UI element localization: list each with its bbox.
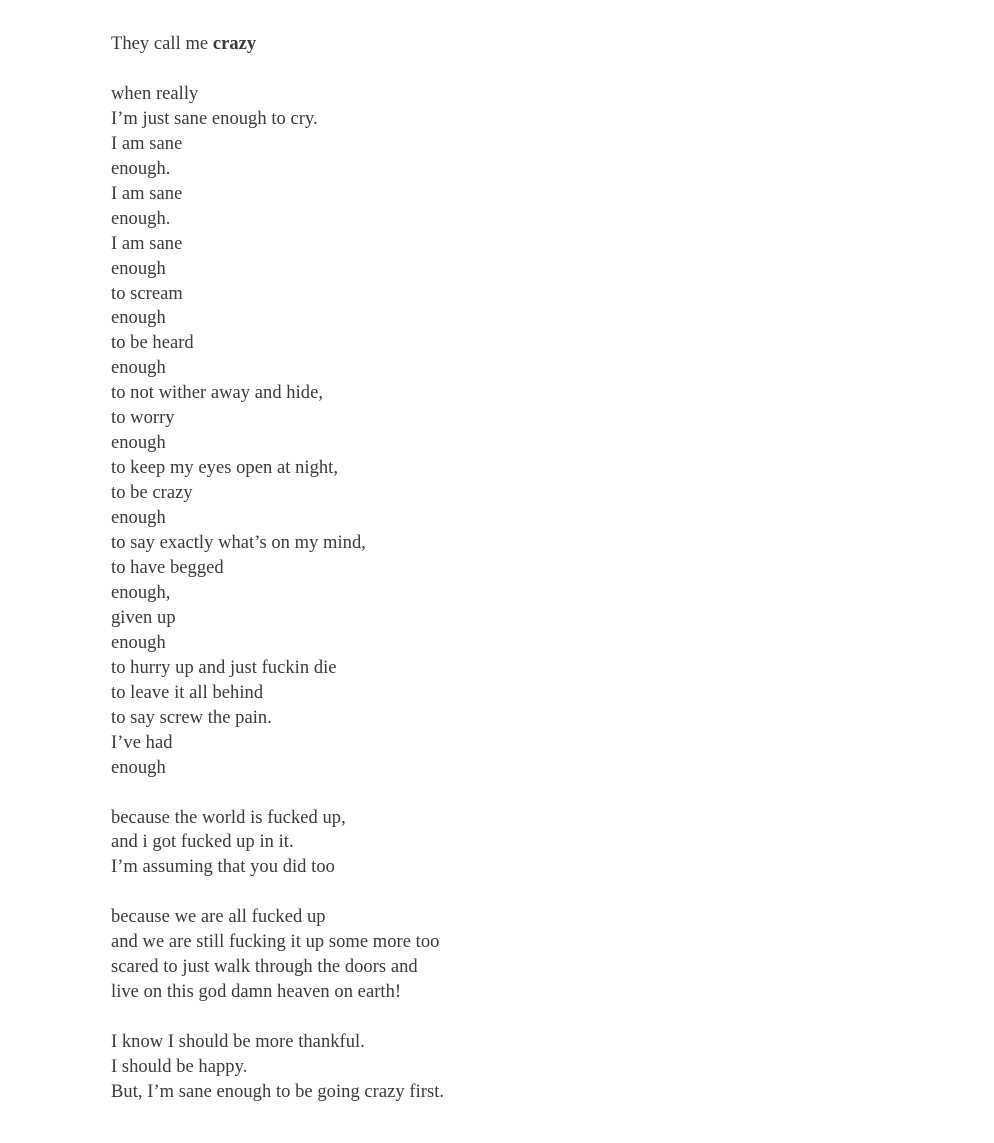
poem-line: to have begged (111, 558, 224, 578)
poem-line: to say screw the pain. (111, 707, 272, 728)
poem-title-emphasis: crazy (212, 34, 257, 54)
poem-line: enough (111, 632, 166, 653)
poem-line: and we are still fucking it up some more too (111, 932, 440, 953)
poem-line: to say exactly what’s on my mind, (111, 533, 366, 554)
poem-line: to be heard (111, 333, 194, 354)
poem-line: to scream (111, 283, 183, 304)
poem-line: because we are all fucked up (111, 907, 326, 928)
poem-line: I’m just sane enough to cry. (111, 108, 318, 129)
poem-line: But, I’m sane enough to be going crazy first. (111, 1081, 445, 1102)
poem-line: enough (111, 358, 166, 379)
poem-line: when really (111, 83, 199, 104)
poem-line: I’ve had (111, 732, 173, 753)
poem-line: given up (111, 607, 176, 628)
poem-line: enough. (111, 158, 171, 179)
poem-line: scared to just walk through the doors and (111, 957, 418, 978)
poem-stanza-3 (111, 905, 971, 1005)
poem-line: to keep my eyes open at night, (111, 458, 339, 479)
poem-line: to be crazy (111, 483, 193, 504)
poem-line: enough. (111, 208, 171, 229)
poem-line: I know I should be more thankful. (111, 1032, 365, 1053)
poem-line: live on this god damn heaven on earth! (111, 982, 402, 1003)
poem-line: I’m assuming that you did too (111, 857, 335, 878)
poem-stanza-4 (111, 1030, 971, 1105)
poem-line: I am sane (111, 233, 183, 254)
poem-stanza-1 (111, 82, 971, 781)
poem-line: enough (111, 258, 166, 279)
poem-line: because the world is fucked up, (111, 807, 346, 828)
poem-line: I am sane (111, 183, 183, 204)
poem-line: to not wither away and hide, (111, 383, 324, 404)
poem-line: I am sane (111, 133, 183, 154)
poem-line: enough, (111, 582, 171, 603)
poem-line: I should be happy. (111, 1057, 248, 1078)
poem-line: to hurry up and just fuckin die (111, 657, 337, 678)
poem-stanza-2 (111, 806, 971, 881)
poem-title-stanza (111, 32, 971, 57)
poem-line: enough (111, 757, 166, 778)
poem-line: to worry (111, 408, 175, 429)
poem-line: enough (111, 508, 166, 529)
poem-line: enough (111, 433, 166, 454)
poem-line: and i got fucked up in it. (111, 832, 294, 853)
poem-body (111, 32, 971, 1105)
poem-title-prefix: They call me (111, 34, 213, 54)
poem-line: enough (111, 308, 166, 329)
poem-title-line (111, 32, 971, 57)
poem-stanzas (111, 82, 971, 1105)
poem-line: to leave it all behind (111, 682, 264, 703)
